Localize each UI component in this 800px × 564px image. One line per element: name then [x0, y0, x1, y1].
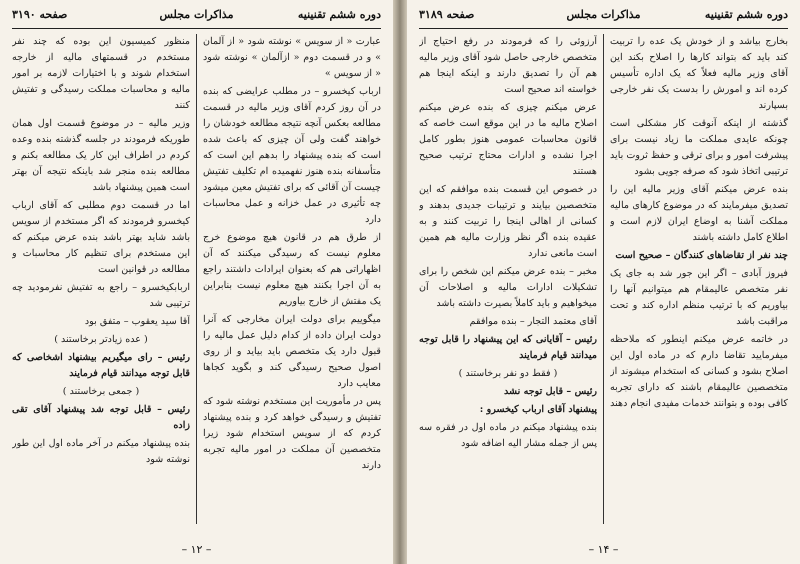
- speaker-line: رئیس – رای میگیریم بیشنهاد اشخاصی که قابل توجه میدانند قیام فرمایند: [12, 352, 190, 379]
- right-header-page-number: صفحه ۳۱۸۹: [419, 8, 475, 21]
- paragraph: ارباب کیخسرو – در مطلب عرایضی که بنده در آن روز کردم آقای وزیر مالیه در قسمت مطالعه بعکس آنچه نتیجه مطالعه خودشان را خواهند گفت ولی آن چیزی که باعث شده است که بنده پیشنهاد را بدهم این است که متأسفانه بنده هنوز نفهمیده ام تکلیف تفتیش چیست آن آقائی که برای تفتیش معین میشود چه تأثیری در عمل خزانه و عمل محاسبات دارد: [203, 86, 381, 225]
- left-header-page-number: صفحه ۳۱۹۰: [12, 8, 68, 21]
- paragraph: فیروز آبادی – اگر این جور شد به جای یک نفر متخصص عالیمقام هم میتوانیم آنها را بیاوریم که با ترتیب منظم اداره کند و تحت مراقبت باشد: [610, 268, 788, 327]
- paragraph: آقا سید یعقوب – متفق بود: [84, 316, 190, 327]
- paragraph: مخبر – بنده عرض میکنم این شخص را برای تشکیلات ادارات مالیه و اصلاحات آن میخواهیم و باید کاملاً بصیرت داشته باشد: [419, 266, 597, 309]
- left-header-session: دوره ششم تقنینیه: [297, 8, 381, 21]
- paragraph: منظور کمیسیون این بوده که چند نفر مستخدم در قسمتهای مالیه از خارجه استخدام شوند و با اختیارات لازمه بر امور مالیه و محاسبات مملکت رسیدگی و تفتیش کنند: [12, 36, 190, 111]
- paragraph: بخارج بیاشد و از خودش یک عده را تربیت کند باید که بتواند کارها را اصلاح بکند این آقای وزیر مالیه فعلاً که یک اداره تأسیس کرده اند و امورش را بدست یک نفر خارجی بسپارند: [610, 36, 788, 111]
- right-page-column-right: [610, 34, 788, 524]
- right-page-column-left: [419, 34, 597, 524]
- paragraph: از طرق هم در قانون هیچ موضوع خرج معلوم نیست که رسیدگی میکنند که آن اظهاراتی هم که بعنوان ایرادات داشتند راجع به آن اجرا بکنند هیچ معلوم نیست بنابراین یک مفتش از خارج بیاوریم: [203, 232, 381, 307]
- left-page-header: [12, 6, 381, 29]
- procedural-note: ( جمعی برخاستند ): [62, 386, 140, 397]
- speaker-line: چند نفر از تقاضاهای کنندگان – صحیح است: [615, 250, 788, 261]
- paragraph: میگوییم برای دولت ایران مخارجی که آنرا دولت ایران داده از کدام دلیل عمل مالیه را قبول دارد یک متخصص باید بیاید و از روی اصول صحیح رسیدگی کند و بگوید کجاها معایب دارد: [203, 314, 381, 389]
- paragraph: پس در مأموریت این مستخدم نوشته شود که تفتیش و رسیدگی خواهد کرد و بنده پیشنهاد کردم که از سویس استخدام شود زیرا متخصصین آن مملکت در امور مالیه تجربه دارند: [203, 396, 381, 471]
- left-page-column-right: [203, 34, 381, 524]
- right-header-title: مذاکرات مجلس: [566, 8, 641, 21]
- speaker-line: رئیس – قابل توجه شد پیشنهاد آقای تقی زاده: [12, 404, 190, 431]
- paragraph: بنده پیشنهاد میکنم در ماده اول در فقره سه پس از جمله مشار الیه اضافه شود: [419, 422, 597, 449]
- right-page-footer-number: – ۱۴ –: [588, 543, 619, 556]
- speaker-line: رئیس – آقایانی که این پیشنهاد را قابل توجه میدانند قیام فرمایند: [419, 334, 597, 361]
- paragraph: اما در قسمت دوم مطلبی که آقای ارباب کیخسرو فرمودند که اگر مستخدم از سویس باشد شاید بهتر باشد بنده عرض میکنم که این مستخدم برای تنظیم کار محاسبات و مطالعه در قوانین است: [12, 200, 190, 275]
- paragraph: گذشته از اینکه آنوقت کار مشکلی است چونکه عایدی مملکت ما زیاد نیست برای پیشرفت امور و برای ترقی و حفظ ثروت باید ترتیبی اتخاذ شود که صرفه جویی بشود: [610, 118, 788, 177]
- left-page-footer-number: – ۱۲ –: [181, 543, 212, 556]
- left-page-column-left: [12, 34, 190, 524]
- paragraph: آقای معتمد التجار – بنده موافقم: [469, 316, 597, 327]
- paragraph: بنده پیشنهاد میکنم در آخر ماده اول این طور نوشته شود: [12, 438, 190, 465]
- paragraph: در خصوص این قسمت بنده موافقم که این متخصصین بیایند و ترتیبات جدیدی بدهند و کسانی از اهالی اینجا را تربیت کنند و به عقیده بنده اگر نظر وزارت مالیه هم همین است مانعی ندارد: [419, 184, 597, 259]
- speaker-line: پیشنهاد آقای ارباب کیخسرو :: [479, 404, 597, 415]
- paragraph: در خاتمه عرض میکنم اینطور که ملاحظه میفرمایید تقاضا دارم که در ماده اول این اصلاح بشود و کسانی که استخدام میشوند از متخصصین عالیمقام باشند که دارای تجربه کافی بوده و بتوانند خدمات مفیدی انجام دهند: [610, 334, 788, 409]
- paragraph: عرض میکنم چیزی که بنده عرض میکنم اصلاح مالیه ما در این موقع است خاصه که قانون محاسبات عمومی هنوز بطور کامل اجرا نشده و ادارات محتاج ترتیب صحیح هستند: [419, 102, 597, 177]
- paragraph: اربابکیخسرو – راجع به تفتیش نفرمودید چه ترتیبی شد: [12, 282, 190, 309]
- right-page-header: [419, 6, 788, 29]
- procedural-note: ( فقط دو نفر برخاستند ): [458, 368, 558, 379]
- book-gutter: [393, 0, 407, 564]
- procedural-note: ( عده زیادتر برخاستند ): [54, 334, 148, 345]
- paragraph: آرزوئی را که فرمودند در رفع احتیاج از متخصص خارجی حاصل شود آقای وزیر مالیه هم آن را تصدیق دارند و اینکه اینجا هم خواسته اند صحیح است: [419, 36, 597, 95]
- paragraph: بنده عرض میکنم آقای وزیر مالیه این را تصدیق میفرمایند که در موضوع کارهای مالیه مملکت آشنا به اوضاع ایران لازم است و اطلاع کامل داشته باشند: [610, 184, 788, 243]
- speaker-line: رئیس – قابل توجه نشد: [504, 386, 597, 397]
- right-page: [407, 0, 800, 564]
- right-header-session: دوره ششم تقنینیه: [704, 8, 788, 21]
- column-divider: [196, 34, 197, 524]
- left-header-title: مذاکرات مجلس: [159, 8, 234, 21]
- column-divider: [603, 34, 604, 524]
- left-page: [0, 0, 393, 564]
- paragraph: وزیر مالیه – در موضوع قسمت اول همان طوریکه فرمودند در جلسه گذشته بنده وعده کردم در اطراف این کار یک مطالعه بکنم و مطالعه بنده منجر شد باینکه نتیجه آن بهتر است همین پیشنهاد باشد: [12, 118, 190, 193]
- paragraph: عبارت « از سویس » نوشته شود « از آلمان » و در قسمت دوم « ازآلمان » نوشته شود « از سویس »: [203, 36, 381, 79]
